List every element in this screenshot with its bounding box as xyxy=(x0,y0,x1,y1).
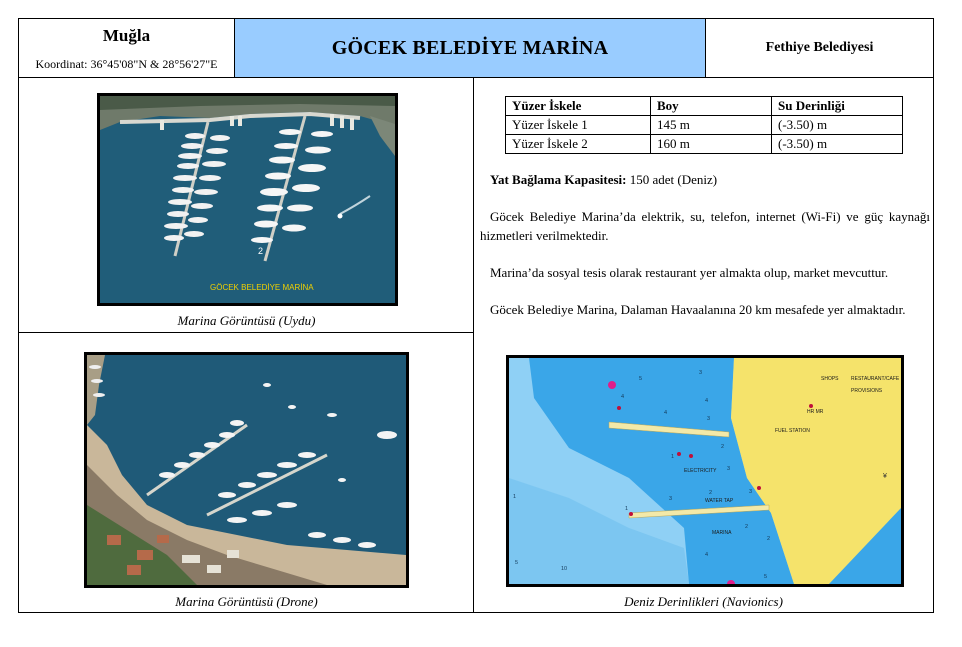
depth-sounding: 3 xyxy=(707,416,711,422)
page-title: GÖCEK BELEDİYE MARİNA xyxy=(331,36,609,59)
satellite-overlay-label: GÖCEK BELEDİYE MARİNA xyxy=(210,283,314,292)
svg-text:¥: ¥ xyxy=(883,473,887,480)
chart-label-provisions: PROVISIONS xyxy=(851,388,883,394)
cell-length: 145 m xyxy=(651,116,772,135)
chart-label-shops: SHOPS xyxy=(821,376,839,382)
marina-info-sheet xyxy=(18,18,934,613)
title-cell xyxy=(235,19,706,77)
depth-sounding: 1 xyxy=(625,506,629,512)
capacity-label: Yat Bağlama Kapasitesi: xyxy=(490,172,627,187)
cell-depth: (-3.50) m xyxy=(772,135,903,154)
depth-sounding: 5 xyxy=(515,560,519,566)
capacity-line xyxy=(480,170,930,189)
depth-sounding: 4 xyxy=(705,398,709,404)
chart-label-electricity: ELECTRICITY xyxy=(684,468,717,474)
drone-photo xyxy=(84,352,409,588)
depth-sounding: 4 xyxy=(664,410,668,416)
services-paragraph: Göcek Belediye Marina’da elektrik, su, telefon, internet (Wi-Fi) ve güç kaynağı hizmetleri verilmektedir. xyxy=(480,209,930,243)
svg-text:2: 2 xyxy=(258,246,264,256)
chart-label-marina: MARINA xyxy=(712,530,732,536)
cell-pier: Yüzer İskele 2 xyxy=(506,135,651,154)
cell-depth: (-3.50) m xyxy=(772,116,903,135)
facilities-paragraph: Marina’da sosyal tesis olarak restaurant yer almakta olup, market mevcuttur. xyxy=(490,265,889,280)
row-divider xyxy=(19,332,474,333)
col-header-depth: Su Derinliği xyxy=(772,97,903,116)
depth-sounding: 4 xyxy=(621,394,625,400)
table-row xyxy=(506,135,903,154)
distance-paragraph: Göcek Belediye Marina, Dalaman Havaalanına 20 km mesafede yer almaktadır. xyxy=(490,302,906,317)
navionics-caption: Deniz Derinlikleri (Navionics) xyxy=(624,594,783,609)
chart-label-restaurant: RESTAURANT/CAFE xyxy=(851,376,900,382)
depth-sounding: 1 xyxy=(671,454,675,460)
header-row xyxy=(19,19,933,78)
depth-sounding: 3 xyxy=(699,370,703,376)
depth-sounding: 1 xyxy=(513,494,517,500)
drone-caption: Marina Görüntüsü (Drone) xyxy=(175,594,318,609)
navionics-chart xyxy=(506,355,904,587)
depth-sounding: 2 xyxy=(745,524,749,530)
col-header-length: Boy xyxy=(651,97,772,116)
cell-length: 160 m xyxy=(651,135,772,154)
chart-label-fuel: FUEL STATION xyxy=(775,428,810,434)
pier-table xyxy=(505,96,903,154)
chart-label-water: WATER TAP xyxy=(705,498,734,504)
depth-sounding: 2 xyxy=(721,444,725,450)
depth-sounding: 4 xyxy=(705,552,709,558)
capacity-value: 150 adet (Deniz) xyxy=(629,172,718,187)
depth-sounding: 3 xyxy=(749,489,753,495)
chart-label-hm: HR MR xyxy=(807,409,824,415)
location-cell xyxy=(19,19,235,77)
depth-sounding: 3 xyxy=(669,496,673,502)
coordinates: Koordinat: 36°45'08"N & 28°56'27"E xyxy=(35,57,218,71)
satellite-photo xyxy=(97,93,398,306)
cell-pier: Yüzer İskele 1 xyxy=(506,116,651,135)
depth-sounding: 5 xyxy=(639,376,643,382)
depth-sounding: 2 xyxy=(767,536,771,542)
province-name: Muğla xyxy=(102,26,151,45)
column-divider xyxy=(473,77,474,612)
satellite-caption: Marina Görüntüsü (Uydu) xyxy=(177,313,316,328)
col-header-pier: Yüzer İskele xyxy=(506,97,651,116)
depth-sounding: 3 xyxy=(727,466,731,472)
depth-sounding: 5 xyxy=(764,574,768,580)
depth-sounding: 10 xyxy=(561,566,568,572)
depth-sounding: 2 xyxy=(709,490,713,496)
municipality-cell xyxy=(706,19,933,77)
municipality-name: Fethiye Belediyesi xyxy=(765,40,874,55)
table-row xyxy=(506,116,903,135)
table-header-row xyxy=(506,97,903,116)
